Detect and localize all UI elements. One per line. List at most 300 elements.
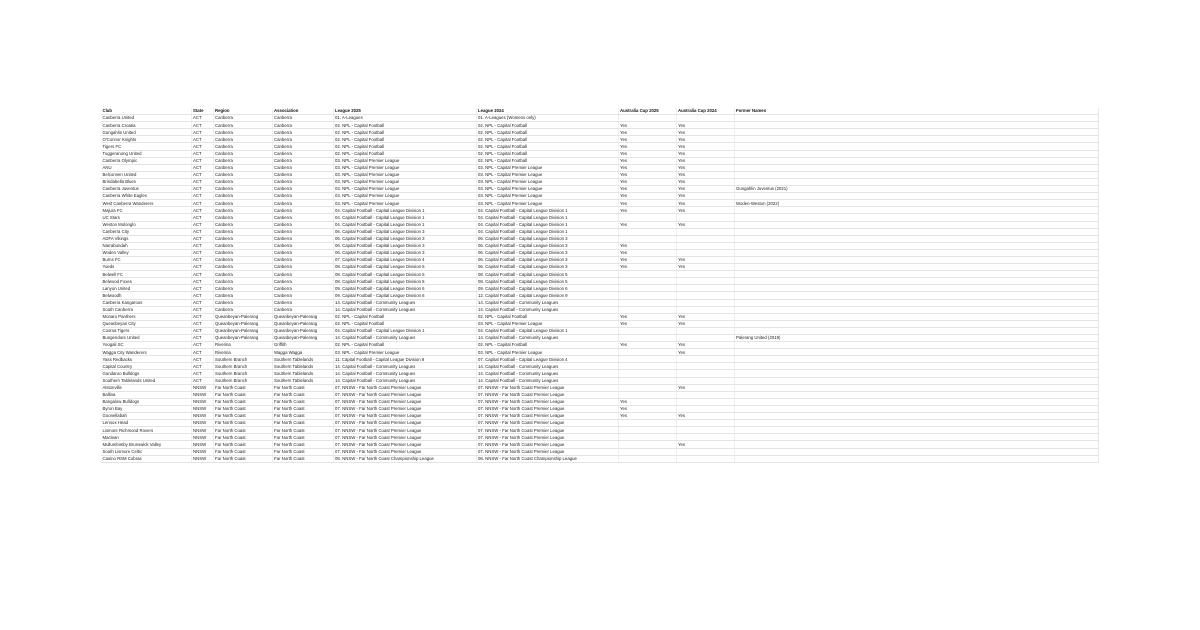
table-cell: Queanbeyan-Palerang	[213, 320, 272, 327]
table-cell	[734, 370, 1099, 377]
table-cell: Canberra	[213, 157, 272, 164]
table-cell: Southern Tablelands	[272, 363, 333, 370]
table-cell: South Canberra	[101, 306, 191, 313]
table-cell: Yes	[676, 171, 734, 178]
table-cell: Yes	[676, 122, 734, 129]
table-cell: Yes	[676, 413, 734, 420]
table-row	[101, 150, 1099, 157]
table-cell: 07. Capital Football - Capital League Division 4	[476, 356, 618, 363]
table-cell	[676, 299, 734, 306]
table-cell	[734, 384, 1099, 391]
table-cell: 02. NPL - Capital Football	[476, 143, 618, 150]
table-cell: 09. Capital Football - Capital League Division 6	[476, 285, 618, 292]
table-cell: 04. Capital Football - Capital League Division 1	[476, 214, 618, 221]
table-cell: Canberra	[213, 186, 272, 193]
table-cell	[734, 278, 1099, 285]
table-cell: ACT	[191, 200, 213, 207]
table-cell: 08. NNSW - Far North Coast Championship League	[333, 455, 476, 462]
table-cell: Canberra	[213, 136, 272, 143]
table-cell: ACT	[191, 186, 213, 193]
table-cell: Canberra	[213, 249, 272, 256]
table-cell: Southern Tablelands	[272, 356, 333, 363]
table-row	[101, 327, 1099, 334]
table-cell: NNSW	[191, 391, 213, 398]
table-row	[101, 391, 1099, 398]
table-row	[101, 377, 1099, 384]
table-cell: Far North Coast	[272, 455, 333, 462]
table-cell	[734, 299, 1099, 306]
table-cell: Queanbeyan-Palerang	[213, 327, 272, 334]
table-row	[101, 306, 1099, 313]
table-row	[101, 164, 1099, 171]
table-cell	[618, 377, 676, 384]
table-cell: Canberra	[213, 264, 272, 271]
table-cell: Wagga City Wanderers	[101, 349, 191, 356]
table-cell: Yes	[618, 150, 676, 157]
table-row	[101, 320, 1099, 327]
table-cell: Woden-Weston (2022)	[734, 200, 1099, 207]
table-cell: Canberra	[213, 242, 272, 249]
table-cell: 02. NPL - Capital Football	[476, 157, 618, 164]
table-cell: Yes	[618, 313, 676, 320]
table-cell: Canberra	[272, 115, 333, 122]
column-header: Club	[101, 108, 191, 115]
table-cell: Canberra	[213, 214, 272, 221]
table-row	[101, 256, 1099, 263]
table-cell: Far North Coast	[213, 441, 272, 448]
table-cell: Canberra	[213, 278, 272, 285]
table-cell: 14. Capital Football - Community Leagues	[333, 306, 476, 313]
table-cell: Yes	[618, 221, 676, 228]
table-cell: 06. Capital Football - Capital League Division 3	[476, 264, 618, 271]
table-cell	[618, 285, 676, 292]
table-cell: ACT	[191, 242, 213, 249]
table-cell: 02. NPL - Capital Football	[476, 136, 618, 143]
table-row	[101, 427, 1099, 434]
table-cell: Far North Coast	[213, 398, 272, 405]
table-cell: Lanyon United	[101, 285, 191, 292]
table-cell: 03. NPL - Capital Premier League	[333, 164, 476, 171]
table-cell: NNSW	[191, 427, 213, 434]
table-cell: Burns FC	[101, 256, 191, 263]
table-cell: 03. NPL - Capital Premier League	[333, 200, 476, 207]
table-cell	[734, 441, 1099, 448]
table-cell	[734, 377, 1099, 384]
table-cell: Majura FC	[101, 207, 191, 214]
table-cell: ACT	[191, 214, 213, 221]
column-header: League 2024	[476, 108, 618, 115]
table-row	[101, 370, 1099, 377]
table-row	[101, 342, 1099, 349]
table-cell: ACT	[191, 335, 213, 342]
table-row	[101, 405, 1099, 412]
table-row	[101, 271, 1099, 278]
table-cell	[618, 271, 676, 278]
table-row	[101, 299, 1099, 306]
table-row	[101, 455, 1099, 462]
table-cell: 01. A-Leagues	[333, 115, 476, 122]
table-cell: 03. NPL - Capital Premier League	[476, 349, 618, 356]
table-cell: Yass Redbacks	[101, 356, 191, 363]
table-cell: Bangalow Bulldogs	[101, 398, 191, 405]
table-cell	[676, 228, 734, 235]
table-cell: Belwell FC	[101, 271, 191, 278]
table-cell: Southern Tablelands	[272, 377, 333, 384]
table-cell: Far North Coast	[213, 413, 272, 420]
table-cell	[676, 271, 734, 278]
table-cell: Far North Coast	[213, 448, 272, 455]
table-cell: ACT	[191, 306, 213, 313]
table-cell: ACT	[191, 327, 213, 334]
table-cell	[734, 150, 1099, 157]
table-cell	[618, 441, 676, 448]
table-cell: Canberra	[213, 171, 272, 178]
table-row	[101, 207, 1099, 214]
table-cell: NNSW	[191, 434, 213, 441]
table-cell: Yes	[618, 242, 676, 249]
table-cell: Yoeds	[101, 264, 191, 271]
table-cell: Yes	[618, 320, 676, 327]
table-cell	[676, 214, 734, 221]
table-cell: Monaro Panthers	[101, 313, 191, 320]
table-cell: Yes	[618, 129, 676, 136]
table-cell: Canberra City	[101, 228, 191, 235]
table-cell: 07. NNSW - Far North Coast Premier League	[333, 427, 476, 434]
table-row	[101, 193, 1099, 200]
table-cell: Southern Branch	[213, 363, 272, 370]
table-cell: Southern Branch	[213, 356, 272, 363]
table-cell: Canberra	[272, 235, 333, 242]
table-cell: Lismore Richmond Rovers	[101, 427, 191, 434]
table-cell	[734, 143, 1099, 150]
table-row	[101, 235, 1099, 242]
table-cell: Canberra	[272, 292, 333, 299]
table-cell: NNSW	[191, 413, 213, 420]
table-cell: 14. Capital Football - Community Leagues	[476, 299, 618, 306]
table-cell: 07. NNSW - Far North Coast Premier League	[333, 405, 476, 412]
table-row	[101, 178, 1099, 185]
table-cell	[734, 313, 1099, 320]
table-cell: Yes	[676, 349, 734, 356]
table-cell: 04. Capital Football - Capital League Division 1	[476, 327, 618, 334]
table-cell	[734, 178, 1099, 185]
table-cell	[676, 398, 734, 405]
table-cell: 14. Capital Football - Community Leagues	[476, 306, 618, 313]
table-cell: ACT	[191, 193, 213, 200]
table-cell: ACT	[191, 342, 213, 349]
table-cell	[618, 115, 676, 122]
table-cell	[676, 115, 734, 122]
table-cell	[734, 122, 1099, 129]
table-cell: 09. Capital Football - Capital League Division 6	[333, 292, 476, 299]
table-cell: 14. Capital Football - Community Leagues	[476, 335, 618, 342]
table-cell: ACT	[191, 299, 213, 306]
table-cell	[734, 157, 1099, 164]
table-cell	[734, 420, 1099, 427]
table-row	[101, 441, 1099, 448]
table-cell: 07. NNSW - Far North Coast Premier League	[476, 427, 618, 434]
table-cell	[618, 292, 676, 299]
table-cell: 07. NNSW - Far North Coast Premier League	[333, 413, 476, 420]
table-cell: Canberra	[272, 178, 333, 185]
table-cell: 03. NPL - Capital Premier League	[476, 320, 618, 327]
table-cell	[734, 228, 1099, 235]
table-cell: Goonellabah	[101, 413, 191, 420]
table-cell: Gundaroo Bulldogs	[101, 370, 191, 377]
column-header: League 2025	[333, 108, 476, 115]
table-cell: Queanbeyan-Palerang	[272, 327, 333, 334]
table-cell	[734, 115, 1099, 122]
table-cell: Canberra Croatia	[101, 122, 191, 129]
table-cell	[734, 136, 1099, 143]
table-cell: Canberra Olympic	[101, 157, 191, 164]
table-cell: 02. NPL - Capital Football	[333, 150, 476, 157]
table-cell: 07. NNSW - Far North Coast Premier League	[476, 434, 618, 441]
table-cell: Yes	[618, 249, 676, 256]
table-cell: Canberra	[272, 264, 333, 271]
table-cell: Canberra	[272, 256, 333, 263]
table-cell: 03. NPL - Capital Premier League	[333, 178, 476, 185]
table-cell: 07. NNSW - Far North Coast Premier League	[476, 405, 618, 412]
table-cell: NNSW	[191, 455, 213, 462]
table-row	[101, 413, 1099, 420]
table-cell: Canberra	[272, 221, 333, 228]
table-cell	[676, 356, 734, 363]
table-row	[101, 434, 1099, 441]
table-cell: Yes	[676, 136, 734, 143]
table-cell: Southern Branch	[213, 377, 272, 384]
table-row	[101, 448, 1099, 455]
table-cell: Narrabundah	[101, 242, 191, 249]
table-cell: 03. NPL - Capital Premier League	[476, 186, 618, 193]
table-cell: Queanbeyan-Palerang	[213, 335, 272, 342]
table-cell: ACT	[191, 221, 213, 228]
table-cell	[734, 285, 1099, 292]
table-cell: Wagga Wagga	[272, 349, 333, 356]
table-cell: 08. Capital Football - Capital League Division 5	[333, 278, 476, 285]
table-cell: Queanbeyan-Palerang	[213, 313, 272, 320]
table-cell: 08. Capital Football - Capital League Division 5	[476, 271, 618, 278]
table-cell: Yes	[676, 221, 734, 228]
table-cell: Yes	[676, 441, 734, 448]
table-cell: Yes	[676, 129, 734, 136]
table-cell: 06. Capital Football - Capital League Division 3	[476, 235, 618, 242]
table-cell: Far North Coast	[272, 384, 333, 391]
table-cell: 03. NPL - Capital Premier League	[476, 164, 618, 171]
table-cell: ACT	[191, 136, 213, 143]
table-cell	[618, 427, 676, 434]
table-cell	[676, 370, 734, 377]
table-cell: NNSW	[191, 448, 213, 455]
table-cell: Ballina	[101, 391, 191, 398]
table-row	[101, 249, 1099, 256]
table-cell	[734, 320, 1099, 327]
table-cell: Cooma Tigers	[101, 327, 191, 334]
table-cell: Far North Coast	[272, 398, 333, 405]
table-cell: Belconnen United	[101, 171, 191, 178]
table-cell	[676, 455, 734, 462]
table-cell	[618, 349, 676, 356]
table-cell: Woden Valley	[101, 249, 191, 256]
table-row	[101, 384, 1099, 391]
table-row	[101, 363, 1099, 370]
table-cell: 09. Capital Football - Capital League Division 6	[333, 285, 476, 292]
table-cell	[676, 242, 734, 249]
table-cell: Yes	[676, 157, 734, 164]
table-cell: Canberra	[213, 228, 272, 235]
table-cell: 07. NNSW - Far North Coast Premier League	[333, 434, 476, 441]
table-cell: 02. NPL - Capital Football	[333, 313, 476, 320]
table-cell: Canberra	[272, 271, 333, 278]
table-cell: ACT	[191, 256, 213, 263]
table-row	[101, 356, 1099, 363]
table-cell: Canberra	[213, 143, 272, 150]
table-cell: Maclean	[101, 434, 191, 441]
header-row	[101, 108, 1099, 115]
table-cell: 03. NPL - Capital Premier League	[333, 186, 476, 193]
table-cell	[734, 413, 1099, 420]
table-cell	[618, 370, 676, 377]
table-cell: ACT	[191, 122, 213, 129]
table-cell	[676, 405, 734, 412]
table-row	[101, 157, 1099, 164]
table-cell: Far North Coast	[213, 405, 272, 412]
table-cell: Riverina	[213, 349, 272, 356]
column-header: Australia Cup 2024	[676, 108, 734, 115]
table-cell: NNSW	[191, 384, 213, 391]
table-cell: 06. Capital Football - Capital League Division 3	[476, 256, 618, 263]
table-cell: 06. Capital Football - Capital League Division 3	[333, 235, 476, 242]
table-cell: Canberra United	[101, 115, 191, 122]
table-cell	[618, 228, 676, 235]
table-cell: Queanbeyan City	[101, 320, 191, 327]
table-cell: Gungahlin Juventus (2021)	[734, 186, 1099, 193]
table-cell: 03. NPL - Capital Premier League	[476, 178, 618, 185]
table-cell	[676, 434, 734, 441]
table-cell: Queanbeyan-Palerang	[272, 320, 333, 327]
table-cell: Canberra	[213, 256, 272, 263]
table-cell: South Lismore Celtic	[101, 448, 191, 455]
table-row	[101, 200, 1099, 207]
table-cell: 07. NNSW - Far North Coast Premier League	[476, 448, 618, 455]
table-cell: ACT	[191, 129, 213, 136]
table-row	[101, 129, 1099, 136]
table-cell	[734, 264, 1099, 271]
table-cell: Belwoodh	[101, 292, 191, 299]
column-header: Association	[272, 108, 333, 115]
table-cell: Yes	[618, 413, 676, 420]
table-cell: Canberra	[213, 306, 272, 313]
table-cell: Far North Coast	[272, 405, 333, 412]
table-cell: Yes	[676, 193, 734, 200]
table-cell	[734, 349, 1099, 356]
table-cell	[676, 363, 734, 370]
table-cell: Canberra	[272, 214, 333, 221]
table-cell: 03. NPL - Capital Premier League	[476, 193, 618, 200]
table-cell: Yes	[618, 171, 676, 178]
table-cell: 14. Capital Football - Community Leagues	[333, 370, 476, 377]
table-cell: Alstonville	[101, 384, 191, 391]
table-cell	[734, 455, 1099, 462]
table-cell: 02. NPL - Capital Football	[333, 136, 476, 143]
table-cell: ACT	[191, 235, 213, 242]
table-cell: Yes	[618, 342, 676, 349]
table-cell	[618, 391, 676, 398]
table-cell: Canberra	[272, 200, 333, 207]
table-cell	[618, 363, 676, 370]
table-cell	[734, 363, 1099, 370]
table-cell: Canberra	[213, 178, 272, 185]
table-row	[101, 292, 1099, 299]
table-cell: 07. NNSW - Far North Coast Premier League	[476, 420, 618, 427]
table-cell: Weston Molonglo	[101, 221, 191, 228]
table-cell: 03. NPL - Capital Premier League	[476, 171, 618, 178]
table-cell	[734, 171, 1099, 178]
column-header: Australia Cup 2025	[618, 108, 676, 115]
table-cell: ACT	[191, 356, 213, 363]
table-cell: Far North Coast	[272, 413, 333, 420]
table-cell	[734, 448, 1099, 455]
table-cell: 02. NPL - Capital Football	[476, 129, 618, 136]
column-header: Former Names	[734, 108, 1099, 115]
table-cell: Yes	[676, 264, 734, 271]
table-cell: Canberra	[272, 278, 333, 285]
table-cell: ACT	[191, 150, 213, 157]
table-cell	[618, 356, 676, 363]
table-row	[101, 186, 1099, 193]
table-cell: ACT	[191, 171, 213, 178]
table-cell: ACT	[191, 377, 213, 384]
table-cell: 08. NNSW - Far North Coast Championship League	[476, 455, 618, 462]
spreadsheet-table	[101, 108, 1099, 463]
table-cell: Far North Coast	[213, 455, 272, 462]
table-cell: Far North Coast	[272, 434, 333, 441]
table-cell: Yes	[618, 207, 676, 214]
table-cell: Queanbeyan-Palerang	[272, 313, 333, 320]
table-cell	[676, 306, 734, 313]
table-row	[101, 349, 1099, 356]
table-cell: ACT	[191, 228, 213, 235]
table-cell: Yes	[618, 186, 676, 193]
table-cell: 02. NPL - Capital Football	[333, 143, 476, 150]
table-cell: Griffith	[272, 342, 333, 349]
table-cell: Yes	[676, 313, 734, 320]
table-cell: 06. Capital Football - Capital League Division 3	[333, 242, 476, 249]
table-row	[101, 221, 1099, 228]
table-row	[101, 136, 1099, 143]
table-cell: Canberra	[272, 122, 333, 129]
table-cell: 07. NNSW - Far North Coast Premier League	[333, 398, 476, 405]
table-cell: 01. A-Leagues (Womens only)	[476, 115, 618, 122]
table-cell: 07. NNSW - Far North Coast Premier League	[333, 391, 476, 398]
table-cell: Yes	[618, 193, 676, 200]
table-cell: 02. NPL - Capital Football	[476, 313, 618, 320]
table-cell	[734, 221, 1099, 228]
table-cell: ADFA Vikings	[101, 235, 191, 242]
table-cell: Canberra	[272, 249, 333, 256]
table-cell: Canberra	[272, 207, 333, 214]
table-cell: 02. NPL - Capital Football	[333, 129, 476, 136]
table-cell: ACT	[191, 207, 213, 214]
table-cell: Brindabella Blues	[101, 178, 191, 185]
table-cell: Yes	[676, 342, 734, 349]
table-cell	[618, 214, 676, 221]
table-cell: ACT	[191, 271, 213, 278]
table-cell: 14. Capital Football - Community Leagues	[476, 370, 618, 377]
table-cell	[618, 278, 676, 285]
table-cell: ACT	[191, 320, 213, 327]
table-cell	[676, 249, 734, 256]
